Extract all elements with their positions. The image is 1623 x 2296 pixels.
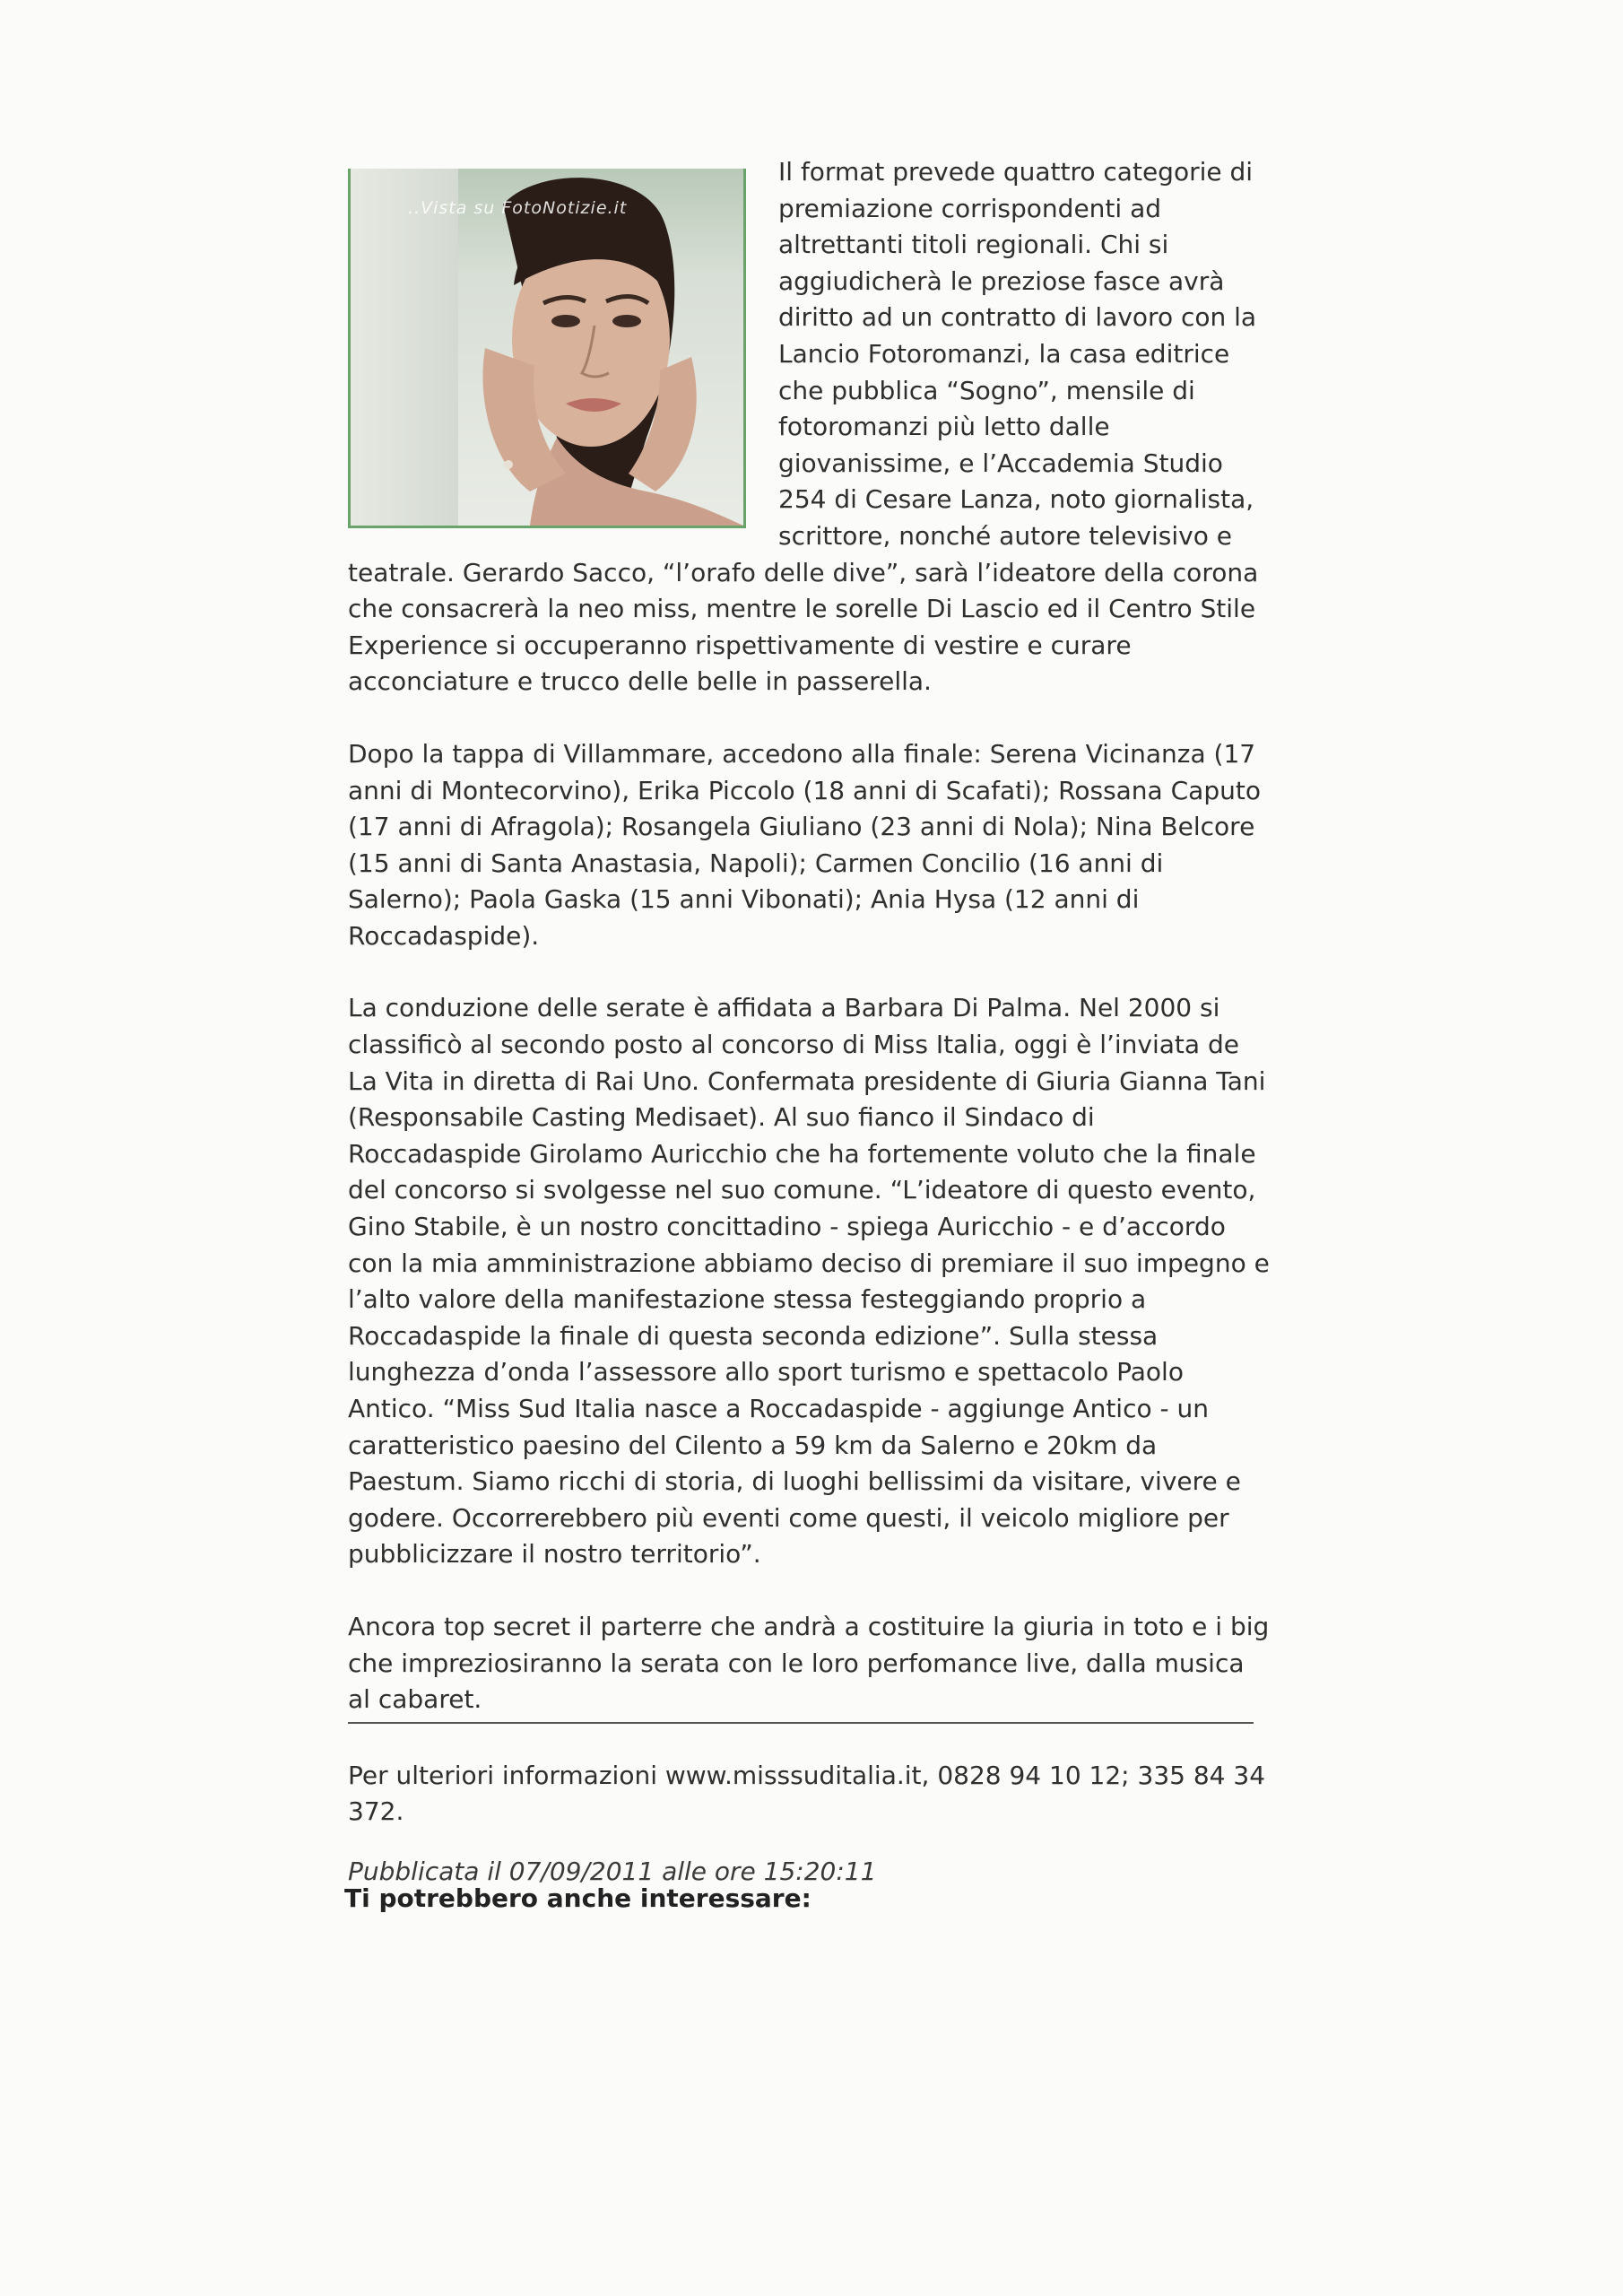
published-date: Pubblicata il 07/09/2011 alle ore 15:20:11	[348, 1856, 877, 1886]
paragraph-2: Dopo la tappa di Villammare, accedono alla finale: Serena Vicinanza (17 anni di Montecorvino), Erika Piccolo (18 anni di Scafati); Rossana Caputo (17 anni di Afragola); Rosangela Giuliano (23 anni di Nola); Nina Belcore (15 anni di Santa Anastasia, Napoli); Carmen Concilio (16 anni di Salerno); Paola Gaska (15 anni Vibonati); Ania Hysa (12 anni di Roccadaspide).	[348, 738, 1261, 951]
photo-watermark: ..Vista su FotoNotizie.it	[408, 198, 628, 218]
paragraph-4: Ancora top secret il parterre che andrà a costituire la giuria in toto e i big che impreziosiranno la serata con le loro perfomance live, dalla musica al cabaret.	[348, 1611, 1270, 1715]
article-photo	[348, 169, 746, 528]
paragraph-3: La conduzione delle serate è affidata a Barbara Di Palma. Nel 2000 si classificò al secondo posto al concorso di Miss Italia, oggi è l’inviata de La Vita in diretta di Rai Uno. Confermata presidente di Giuria Gianna Tani (Responsabile Casting Medisaet). Al suo fianco il Sindaco di Roccadaspide Girolamo Auricchio che ha fortemente voluto che la finale del concorso si svolgesse nel suo comune. “L’ideatore di questo evento, Gino Stabile, è un nostro concittadino - spiega Auricchio - e d’accordo con la mia amministrazione abbiamo deciso di premiare il suo impegno e l’alto valore della manifestazione stessa festeggiando proprio a Roccadaspide la finale di questa seconda edizione”. Sulla stessa lunghezza d’onda l’assessore allo sport turismo e spettacolo Paolo Antico. “Miss Sud Italia nasce a Roccadaspide - aggiunge Antico - un caratteristico paesino del Cilento a 59 km da Salerno e 20km da Paestum. Siamo ricchi di storia, di luoghi bellissimi da visitare, vivere e godere. Occorrerebbero più eventi come questi, il veicolo migliore per pubblicizzare il nostro territorio”.	[348, 993, 1270, 1570]
related-heading: Ti potrebbero anche interessare:	[344, 1883, 812, 1913]
article-body	[348, 154, 1271, 1891]
divider-line	[348, 1722, 1254, 1724]
info-paragraph: Per ulteriori informazioni www.misssuditalia.it, 0828 94 10 12; 335 84 34 372.	[348, 1760, 1266, 1827]
paragraph-1: Il format prevede quattro categorie di premiazione corrispondenti ad altrettanti titoli regionali. Chi si aggiudicherà le preziose fasce avrà diritto ad un contratto di lavoro con la Lancio Fotoromanzi, la casa editrice che pubblica “Sogno”, mensile di fotoromanzi più letto dalle giovanissime, e l’Accademia Studio 254 di Cesare Lanza, noto giornalista, scrittore, nonché autore televisivo e teatrale. Gerardo Sacco, “l’orafo delle dive”, sarà l’ideatore della corona che consacrerà la neo miss, mentre le sorelle Di Lascio ed il Centro Stile Experience si occuperanno rispettivamente di vestire e curare acconciature e trucco delle belle in passerella.	[348, 157, 1259, 697]
